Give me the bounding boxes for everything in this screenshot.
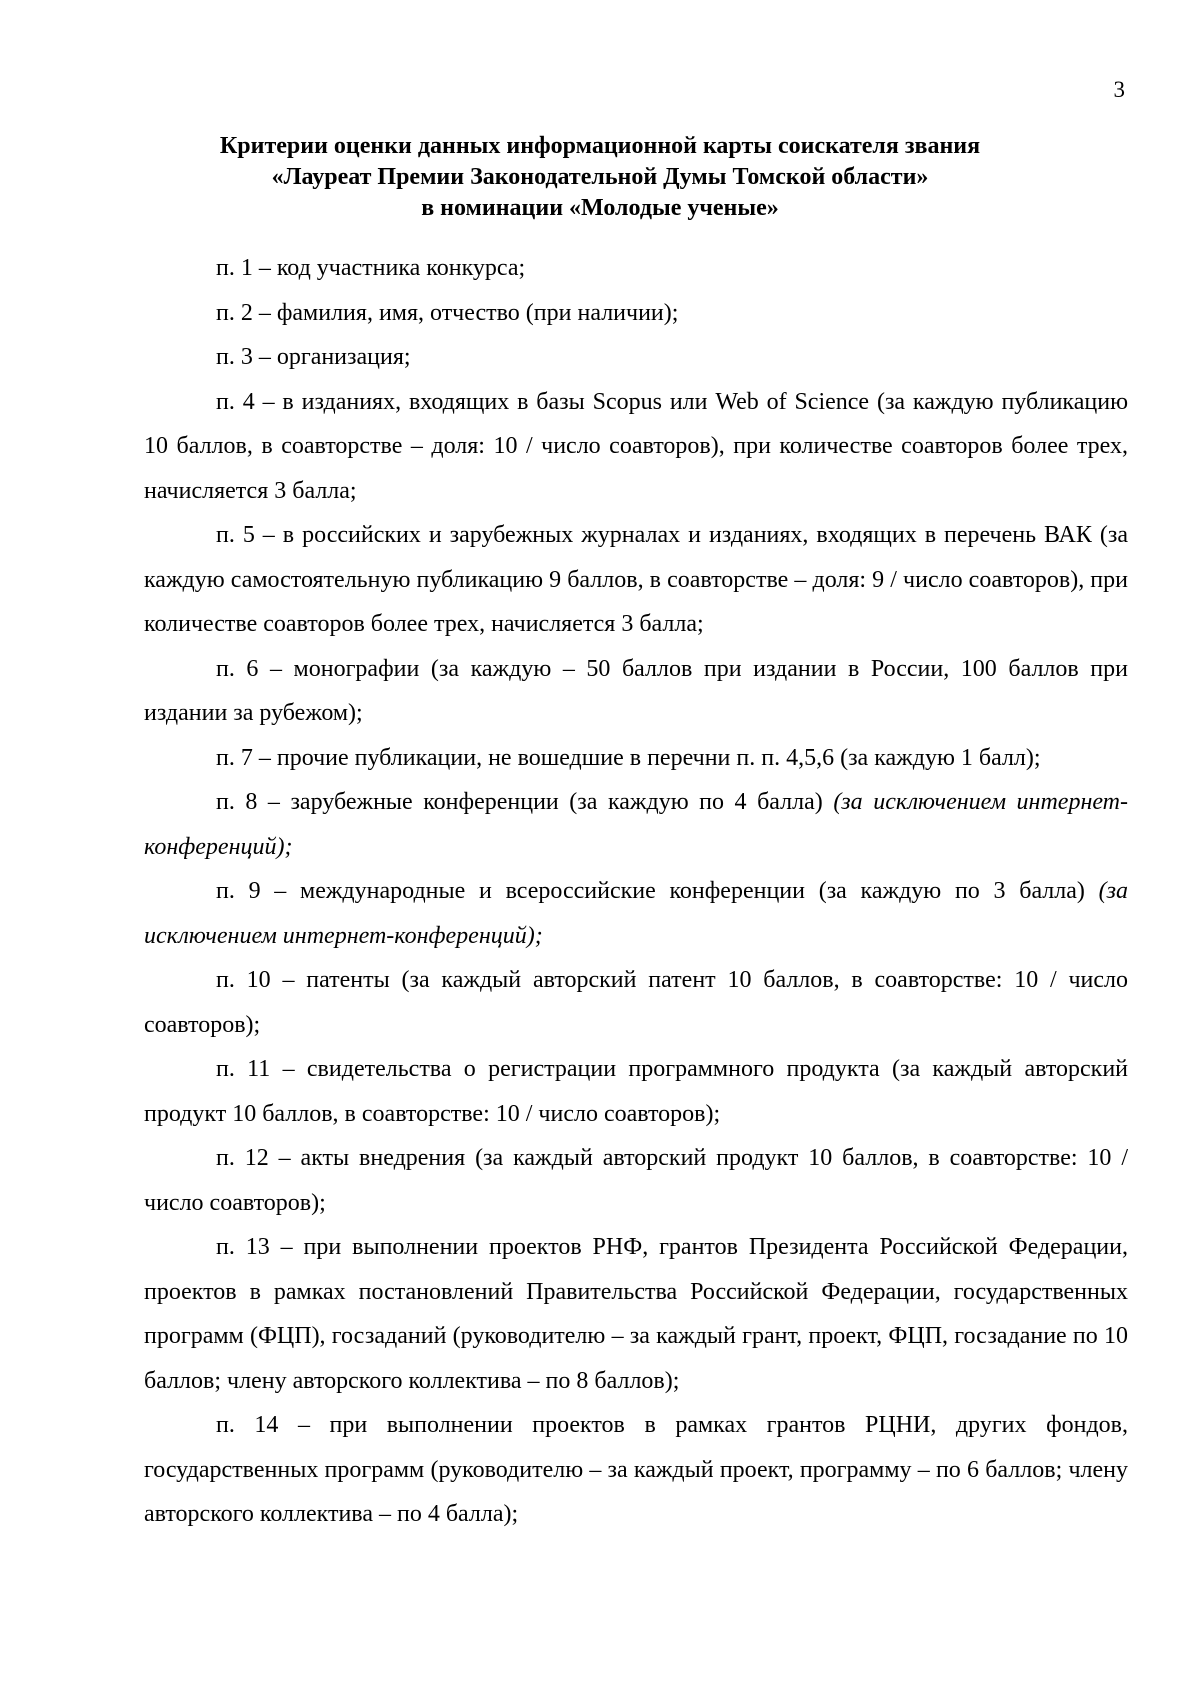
criterion-text: п. 9 – международные и всероссийские конференции (за каждую по 3 балла) (216, 878, 1099, 904)
criterion-text: п. 11 – свидетельства о регистрации программного продукта (за каждый авторский продукт 10 баллов, в соавторстве: 10 / число соавторов); (144, 1056, 1128, 1127)
page-number: 3 (1113, 77, 1125, 102)
criterion-item-6 (144, 647, 1128, 736)
criterion-text: п. 4 – в изданиях, входящих в базы Scopus или Web of Science (за каждую публикацию 10 баллов, в соавторстве – доля: 10 / число соавторов), при количестве соавторов более трех, начисляется 3 балла; (144, 388, 1128, 504)
title-line-3: в номинации «Молодые ученые» (421, 195, 779, 221)
criterion-text: п. 12 – акты внедрения (за каждый авторский продукт 10 баллов, в соавторстве: 10 / число соавторов); (144, 1145, 1128, 1216)
criterion-item-11 (144, 1047, 1128, 1136)
criterion-item-12 (144, 1136, 1128, 1225)
criterion-text: п. 8 – зарубежные конференции (за каждую по 4 балла) (216, 789, 834, 815)
title-line-2: «Лауреат Премии Законодательной Думы Томской области» (271, 164, 929, 190)
criterion-text: п. 6 – монографии (за каждую – 50 баллов при издании в России, 100 баллов при издании за рубежом); (144, 655, 1128, 726)
criterion-note: (за исключением интернет-конференций); (144, 878, 1128, 949)
title-line-1: Критерии оценки данных информационной карты соискателя звания (219, 133, 981, 159)
criterion-text: п. 1 – код участника конкурса; (216, 255, 526, 281)
criterion-note: (за исключением интернет-конференций); (144, 789, 1129, 860)
criterion-item-1 (144, 246, 1128, 291)
criterion-item-5 (144, 513, 1128, 647)
criterion-text: п. 13 – при выполнении проектов РНФ, грантов Президента Российской Федерации, проектов в рамках постановлений Правительства Российской Федерации, государственных программ (ФЦП), госзаданий (руководителю – за каждый грант, проект, ФЦП, госзадание по 10 баллов; члену авторского коллектива – по 8 баллов); (144, 1234, 1128, 1394)
criterion-item-9 (144, 869, 1128, 958)
criterion-item-4 (144, 380, 1128, 514)
criterion-item-3 (144, 335, 1128, 380)
criterion-text: п. 14 – при выполнении проектов в рамках грантов РЦНИ, других фондов, государственных программ (руководителю – за каждый проект, программу – по 6 баллов; члену авторского коллектива – по 4 балла); (144, 1412, 1128, 1527)
document-title (140, 131, 1060, 224)
criterion-item-2 (144, 291, 1128, 336)
criteria-list (144, 246, 1128, 1537)
criterion-text: п. 10 – патенты (за каждый авторский патент 10 баллов, в соавторстве: 10 / число соавторов); (144, 967, 1128, 1038)
criterion-text: п. 3 – организация; (216, 344, 411, 370)
criterion-text: п. 7 – прочие публикации, не вошедшие в перечни п. п. 4,5,6 (за каждую 1 балл); (216, 744, 1041, 771)
criterion-text: п. 5 – в российских и зарубежных журналах и изданиях, входящих в перечень ВАК (за каждую самостоятельную публикацию 9 баллов, в соавторстве – доля: 9 / число соавторов), при количестве соавторов более трех, начисляется 3 балла; (144, 522, 1128, 637)
criterion-text: п. 2 – фамилия, имя, отчество (при наличии); (216, 299, 679, 326)
criterion-item-7 (144, 736, 1128, 781)
criterion-item-13 (144, 1225, 1128, 1403)
criterion-item-8 (144, 780, 1128, 869)
criterion-item-14 (144, 1403, 1128, 1537)
criterion-item-10 (144, 958, 1128, 1047)
